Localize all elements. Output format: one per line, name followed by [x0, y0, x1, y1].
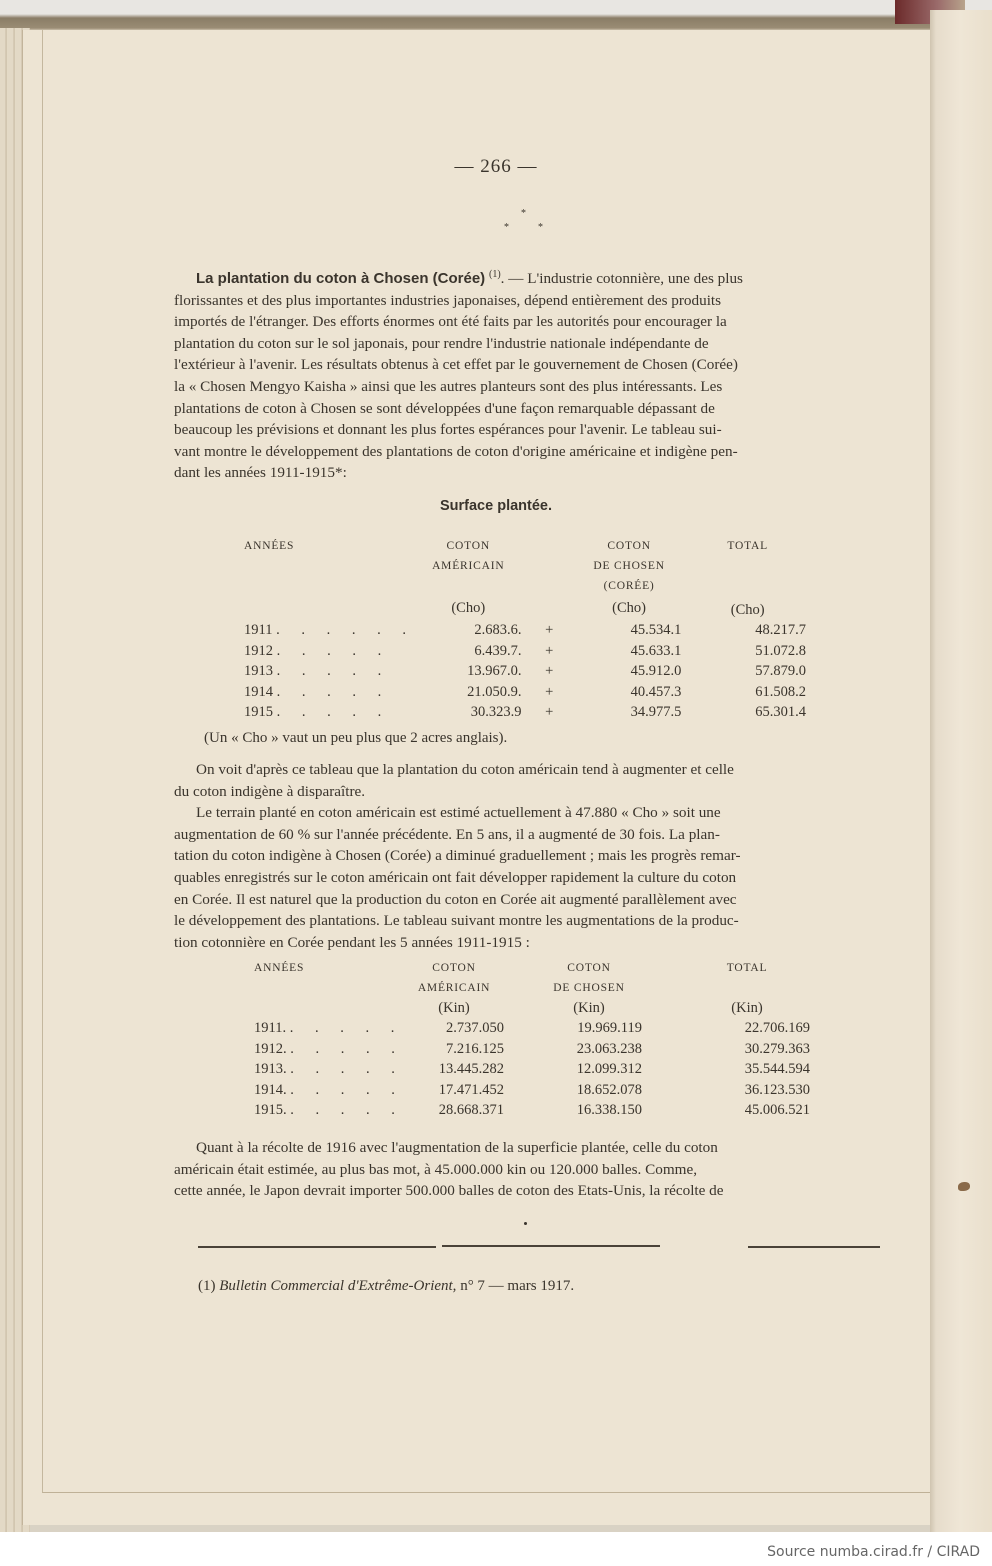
- table-row: 1915 . . . . . 30.323.9 + 34.977.5 65.301.4: [244, 704, 806, 720]
- printing-dot: [524, 1222, 527, 1225]
- col-header-chosen: COTON DE CHOSEN (CORÉE): [593, 540, 665, 592]
- table-row: 1912 . . . . . 6.439.7. + 45.633.1 51.072.8: [244, 642, 806, 659]
- harvest-paragraph: Quant à la récolte de 1916 avec l'augmentation de la superficie plantée, celle du coton américain était estimée, au plus bas mot, à 45.000.000 kin ou 120.000 balles. Comme, cette année, le Japon devrait importer 500.000 balles de coton des Etats-Unis, la récolte de: [174, 1139, 724, 1200]
- page-number: — 266 —: [454, 156, 538, 177]
- col-header-total: TOTAL: [726, 962, 768, 974]
- intro-paragraph: La plantation du coton à Chosen (Corée) $^{(1)}$. — L'industrie cotonnière, une des plus florissantes et des plus importantes industries japonaises, dépend entièrement des produits importés de l'étranger. Des efforts énormes ont été faits par les autorités pour encourager la plantation du coton sur le sol japonais, pour rendre l'industrie nationale indépendante de l'extérieur à l'avenir. Les résultats obtenus à cet effet par le gouvernement de Chosen (Corée) la « Chosen Mengyo Kaisha » ainsi que les autres planteurs sont des plus intéressants. Les plantations de coton à Chosen se sont développées d'une façon remarquable dépassant de beaucoup les prévisions et donnant les plus fortes espérances pour l'avenir. Le tableau sui- vant montre le développement des plantations de coton d'origine américaine et indigène pen- dant les années 1911-1915*:: [174, 269, 743, 482]
- col-header-chosen: COTON DE CHOSEN: [553, 962, 625, 994]
- footnote-ref: (1): [488, 269, 501, 280]
- facing-page-edge: [930, 10, 992, 1536]
- surface-table: ANNÉES COTON AMÉRICAIN COTON DE CHOSEN (CORÉE) TOTAL (Cho) (Cho) (Cho) 1911 . . . . . . 2.683.6. + 45.534.1 48.217.7 1912 . . . . . 6.439.7. + 45.633.1 51.072.8 1913 . . . . . 13.967.0. + 45.912.0 57.879.0 1914 . . . . . 21.050.9. + 40.457.3 61.508.2 1915 . . . . . 30.323.9 + 34.977.5 65.301.4: [244, 536, 814, 723]
- footnote-rule: [748, 1246, 880, 1248]
- col-header-years: ANNÉES: [244, 540, 295, 552]
- footnote: (1) Bulletin Commercial d'Extrême-Orient, n° 7 — mars 1917.: [198, 1278, 575, 1294]
- table-row: 1914. . . . . . 17.471.452 18.652.078 36.123.530: [254, 1081, 810, 1098]
- table1-title: Surface plantée.: [439, 498, 552, 514]
- asterism-ornament: * * *: [504, 208, 543, 233]
- table-row: 1911. . . . . . 2.737.050 19.969.119 22.706.169: [254, 1020, 810, 1036]
- col-header-american: COTON AMÉRICAIN: [432, 540, 505, 572]
- table-row: 1915. . . . . . 28.668.371 16.338.150 45.006.521: [254, 1102, 810, 1118]
- cho-unit-note: (Un « Cho » vaut un peu plus que 2 acres anglais).: [204, 730, 508, 746]
- col-header-american: COTON AMÉRICAIN: [417, 962, 491, 994]
- source-watermark: Source numba.cirad.fr / CIRAD: [767, 1544, 980, 1560]
- footnote-rule: [198, 1246, 436, 1248]
- paper-stain: [958, 1182, 970, 1191]
- book-top-edge: [0, 0, 992, 30]
- article-title: La plantation du coton à Chosen (Corée): [196, 270, 486, 288]
- table-row: 1914 . . . . . 21.050.9. + 40.457.3 61.508.2: [244, 683, 806, 700]
- footnote-rule: [442, 1245, 660, 1247]
- footnote-source: Bulletin Commercial d'Extrême-Orient,: [219, 1278, 457, 1294]
- table-row: 1913. . . . . . 13.445.282 12.099.312 35.544.594: [254, 1061, 810, 1077]
- col-header-total: TOTAL: [727, 540, 768, 552]
- table-row: 1912. . . . . . 7.216.125 23.063.238 30.279.363: [254, 1040, 810, 1057]
- table-row: 1913 . . . . . 13.967.0. + 45.912.0 57.879.0: [244, 663, 806, 679]
- analysis-paragraph: On voit d'après ce tableau que la plantation du coton américain tend à augmenter et celle du coton indigène à disparaître. Le terrain planté en coton américain est estimé actuellement à 47.880 « Cho » soit une augmentation de 60 % sur l'année précédente. En 5 ans, il a augmenté de 30 fois. La plan- tation du coton indigène à Chosen (Corée) a diminué graduellement ; mais les progrès remar- quables enregistrés sur le coton américain ont fait développer rapidement la culture du coton en Corée. Il est naturel que la production du coton en Corée ait augmenté parallèlement avec le développement des plantations. Le tableau suivant montre les augmentations de la produc- tion cotonnière en Corée pendant les 5 années 1911-1915 :: [174, 761, 741, 951]
- col-header-years: ANNÉES: [254, 962, 305, 974]
- production-table: ANNÉES COTON AMÉRICAIN COTON DE CHOSEN TOTAL (Kin) (Kin) (Kin) 1911. . . . . . 2.737.050 19.969.119 22.706.169 1912. . . . . . 7.216.125 23.063.238 30.279.363 1913. . . . . . 13.445.282 12.099.312 35.544.594 1914. . . . . . 17.471.452 18.652.078 36.123.530 1915. . . . . . 28.668.371 16.338.150 45.006.521: [254, 958, 820, 1121]
- table-row: 1911 . . . . . . 2.683.6. + 45.534.1 48.217.7: [244, 622, 806, 638]
